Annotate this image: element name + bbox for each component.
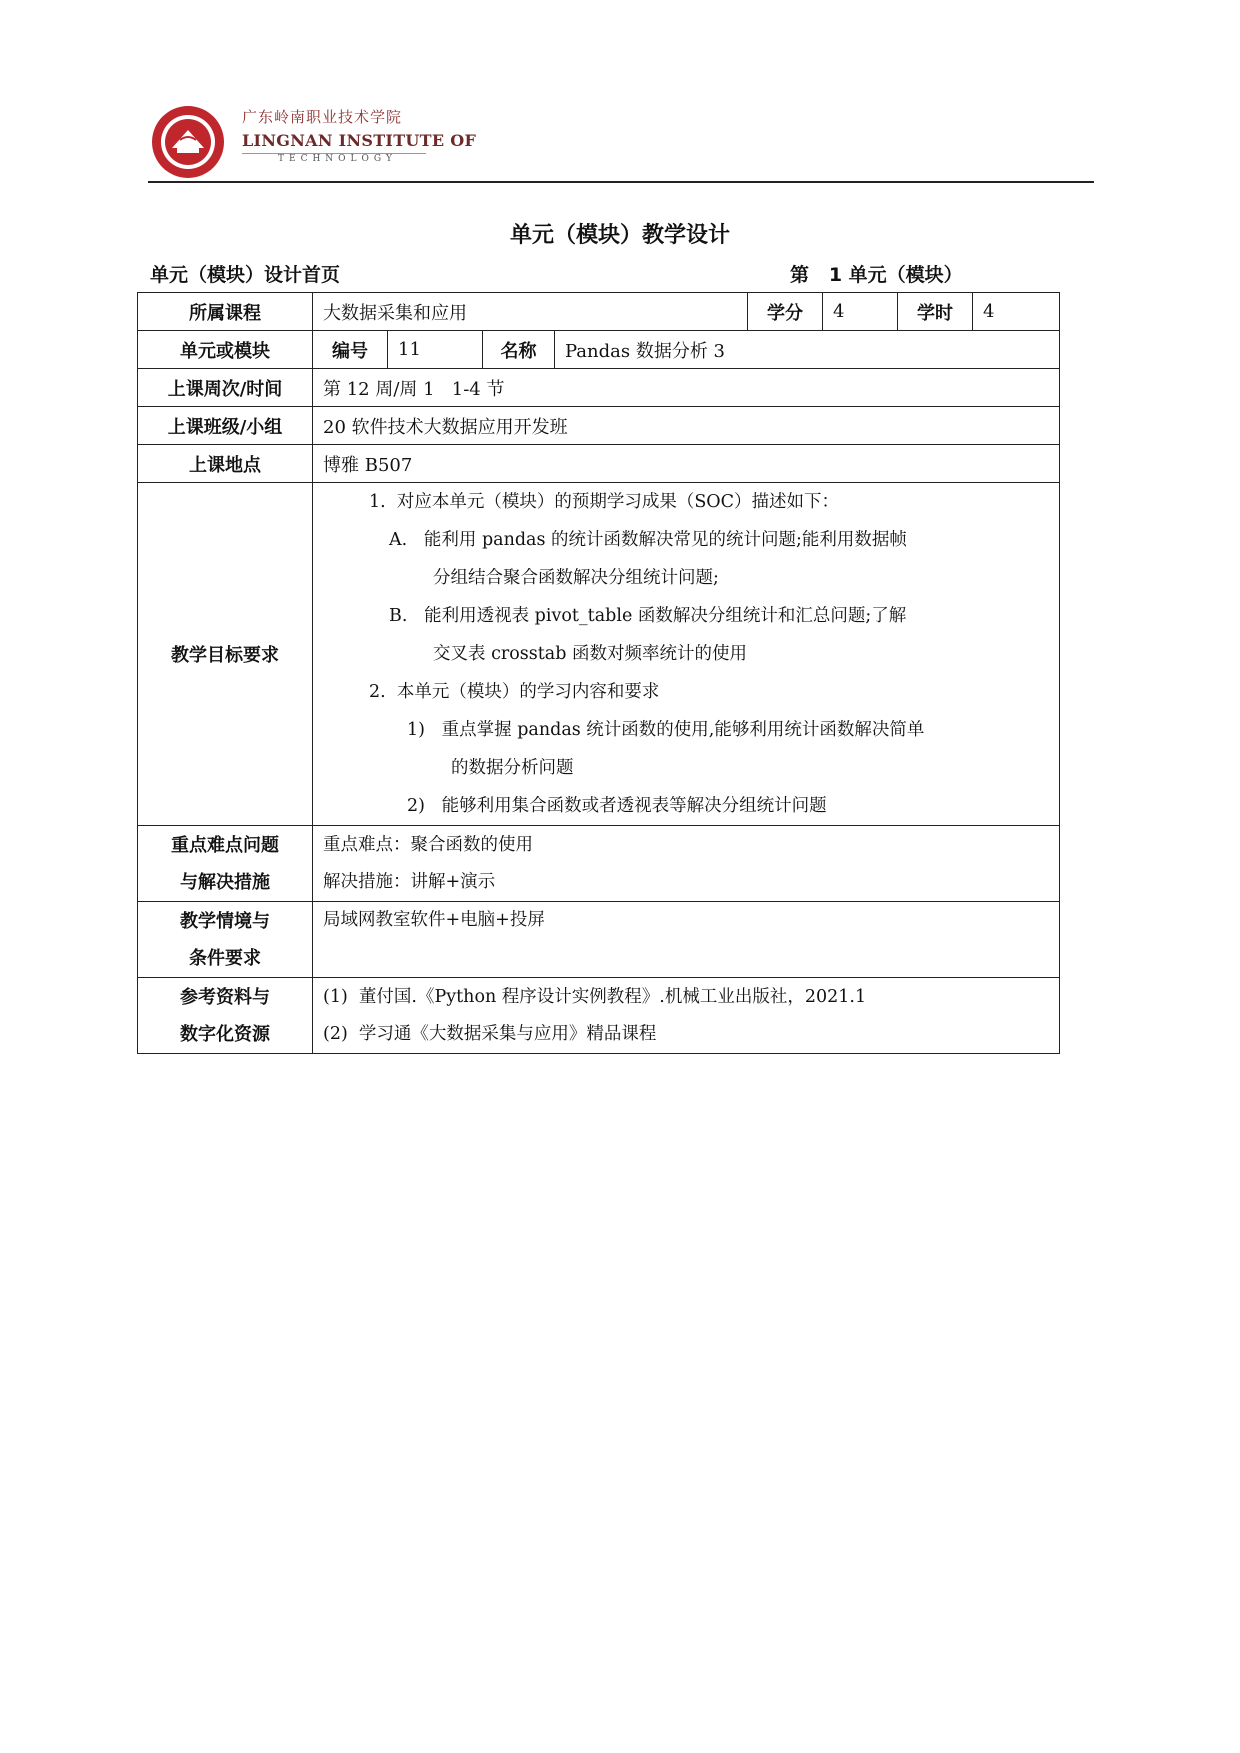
unit-label: 单元或模块 xyxy=(138,331,313,369)
class-label: 上课班级/小组 xyxy=(138,407,313,445)
references-label xyxy=(138,978,313,1054)
hours-value: 4 xyxy=(973,293,1060,331)
institution-name-cn: 广东岭南职业技术学院 xyxy=(242,108,403,126)
goal-item-b-cont: 交叉表 crosstab 函数对频率统计的使用 xyxy=(433,644,747,664)
solution-line: 解决措施：讲解+演示 xyxy=(323,871,496,892)
class-value: 20 软件技术大数据应用开发班 xyxy=(313,407,1060,445)
references-content xyxy=(313,978,1060,1054)
course-label: 所属课程 xyxy=(138,293,313,331)
goal-item-1: 1. 对应本单元（模块）的预期学习成果（SOC）描述如下： xyxy=(369,492,840,512)
unit-design-table xyxy=(137,292,1060,1054)
course-value: 大数据采集和应用 xyxy=(313,293,748,331)
place-label: 上课地点 xyxy=(138,445,313,483)
place-value: 博雅 B507 xyxy=(313,445,1060,483)
week-value: 第 12 周/周 1 1-4 节 xyxy=(313,369,1060,407)
hours-label: 学时 xyxy=(898,293,973,331)
credit-value: 4 xyxy=(823,293,898,331)
table-row xyxy=(138,445,1060,483)
key-points-line: 重点难点：聚合函数的使用 xyxy=(323,834,533,855)
key-points-label-line1: 重点难点问题 xyxy=(171,834,279,856)
table-row xyxy=(138,331,1060,369)
table-row xyxy=(138,293,1060,331)
table-row xyxy=(138,369,1060,407)
number-value: 11 xyxy=(388,331,483,369)
table-row xyxy=(138,902,1060,978)
environment-content xyxy=(313,902,1060,978)
environment-label xyxy=(138,902,313,978)
goal-item-a: A. 能利用 pandas 的统计函数解决常见的统计问题;能利用数据帧 xyxy=(389,530,907,550)
number-label: 编号 xyxy=(313,331,388,369)
credit-label: 学分 xyxy=(748,293,823,331)
goal-item-d: 2) 能够利用集合函数或者透视表等解决分组统计问题 xyxy=(407,796,827,816)
table-row xyxy=(138,407,1060,445)
key-points-label xyxy=(138,826,313,902)
table-row xyxy=(138,826,1060,902)
school-seal-logo xyxy=(150,104,226,180)
institution-name xyxy=(242,106,476,164)
design-first-page-label: 单元（模块）设计首页 xyxy=(150,264,341,286)
goal-item-2: 2. 本单元（模块）的学习内容和要求 xyxy=(369,682,660,702)
name-label: 名称 xyxy=(483,331,555,369)
page-header xyxy=(150,96,1100,186)
unit-number-label: 第 1 单元（模块） xyxy=(790,264,963,286)
name-value: Pandas 数据分析 3 xyxy=(555,331,1060,369)
institution-name-en-line2: TECHNOLOGY xyxy=(242,153,426,164)
header-rule xyxy=(148,181,1094,183)
institution-name-en: LINGNAN INSTITUTE OF xyxy=(242,131,477,150)
key-points-content xyxy=(313,826,1060,902)
goal-item-a-cont: 分组结合聚合函数解决分组统计问题; xyxy=(433,568,719,588)
goal-item-b: B. 能利用透视表 pivot_table 函数解决分组统计和汇总问题;了解 xyxy=(389,606,907,626)
goal-label: 教学目标要求 xyxy=(138,483,313,826)
references-label-line1: 参考资料与 xyxy=(180,986,270,1008)
table-row xyxy=(138,483,1060,826)
goal-item-c-cont: 的数据分析问题 xyxy=(451,758,574,778)
reference-item: (2) 学习通《大数据采集与应用》精品课程 xyxy=(323,1023,657,1044)
document-title: 单元（模块）教学设计 xyxy=(509,223,730,248)
environment-value: 局域网教室软件+电脑+投屏 xyxy=(323,910,545,930)
key-points-label-line2: 与解决措施 xyxy=(180,871,270,893)
goal-content xyxy=(313,483,1060,826)
environment-label-line2: 条件要求 xyxy=(189,947,261,969)
goal-item-c: 1) 重点掌握 pandas 统计函数的使用,能够利用统计函数解决简单 xyxy=(407,720,925,740)
week-label: 上课周次/时间 xyxy=(138,369,313,407)
references-label-line2: 数字化资源 xyxy=(180,1023,270,1045)
environment-label-line1: 教学情境与 xyxy=(180,910,270,932)
reference-item: (1) 董付国.《Python 程序设计实例教程》.机械工业出版社，2021.1 xyxy=(323,986,867,1007)
table-row xyxy=(138,978,1060,1054)
